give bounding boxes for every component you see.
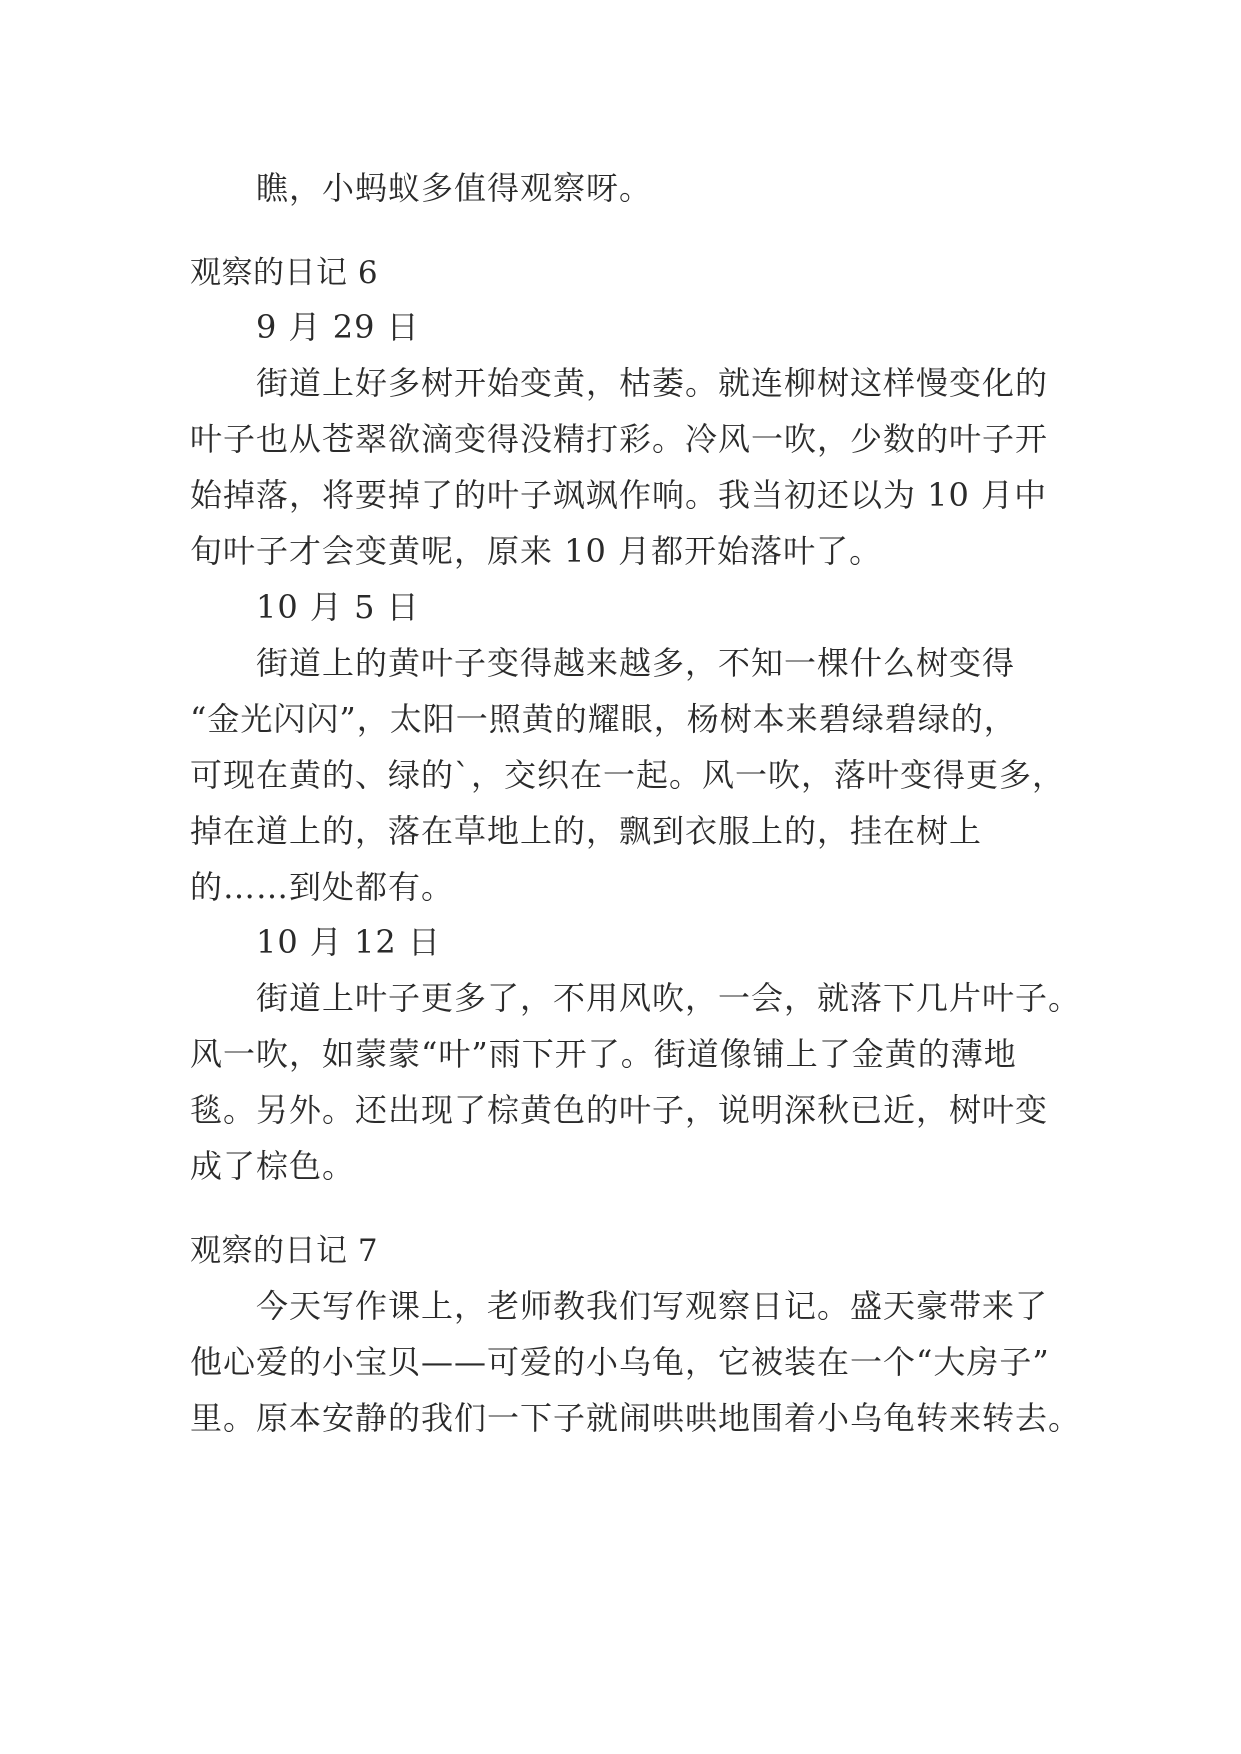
paragraph-line: 掉在道上的，落在草地上的，飘到衣服上的，挂在树上 bbox=[190, 812, 983, 850]
section-title: 观察的日记 7 bbox=[190, 1233, 379, 1269]
paragraph-line: 旬叶子才会变黄呢，原来 10 月都开始落叶了。 bbox=[190, 532, 883, 570]
paragraph-line: 毯。另外。还出现了棕黄色的叶子，说明深秋已近，树叶变 bbox=[190, 1091, 1049, 1129]
date-heading: 10 月 5 日 bbox=[256, 588, 420, 626]
section-title: 观察的日记 6 bbox=[190, 255, 379, 291]
date-heading: 10 月 12 日 bbox=[256, 923, 441, 961]
paragraph-line: 里。原本安静的我们一下子就闹哄哄地围着小乌龟转来转去。 bbox=[190, 1399, 1082, 1437]
paragraph-line: 风一吹，如蒙蒙“叶”雨下开了。街道像铺上了金黄的薄地 bbox=[190, 1035, 1017, 1073]
paragraph-line: 今天写作课上，老师教我们写观察日记。盛天豪带来了 bbox=[256, 1287, 1049, 1325]
paragraph-line: 他心爱的小宝贝——可爱的小乌龟，它被装在一个“大房子” bbox=[190, 1343, 1050, 1381]
paragraph-line: 成了棕色。 bbox=[190, 1147, 356, 1185]
paragraph-line: 街道上好多树开始变黄，枯萎。就连柳树这样慢变化的 bbox=[256, 364, 1049, 402]
paragraph-line: “金光闪闪”，太阳一照黄的耀眼，杨树本来碧绿碧绿的， bbox=[190, 700, 1017, 738]
paragraph-line: 叶子也从苍翠欲滴变得没精打彩。冷风一吹，少数的叶子开 bbox=[190, 420, 1049, 458]
paragraph-line: 可现在黄的、绿的`，交织在一起。风一吹，落叶变得更多， bbox=[190, 756, 1066, 794]
paragraph-line: 瞧，小蚂蚁多值得观察呀。 bbox=[256, 169, 653, 207]
paragraph-line: 始掉落，将要掉了的叶子飒飒作响。我当初还以为 10 月中 bbox=[190, 476, 1048, 514]
paragraph-line: 街道上叶子更多了，不用风吹，一会，就落下几片叶子。 bbox=[256, 979, 1082, 1017]
paragraph-line: 的……到处都有。 bbox=[190, 868, 455, 906]
paragraph-line: 街道上的黄叶子变得越来越多，不知一棵什么树变得 bbox=[256, 644, 1016, 682]
date-heading: 9 月 29 日 bbox=[256, 308, 420, 346]
